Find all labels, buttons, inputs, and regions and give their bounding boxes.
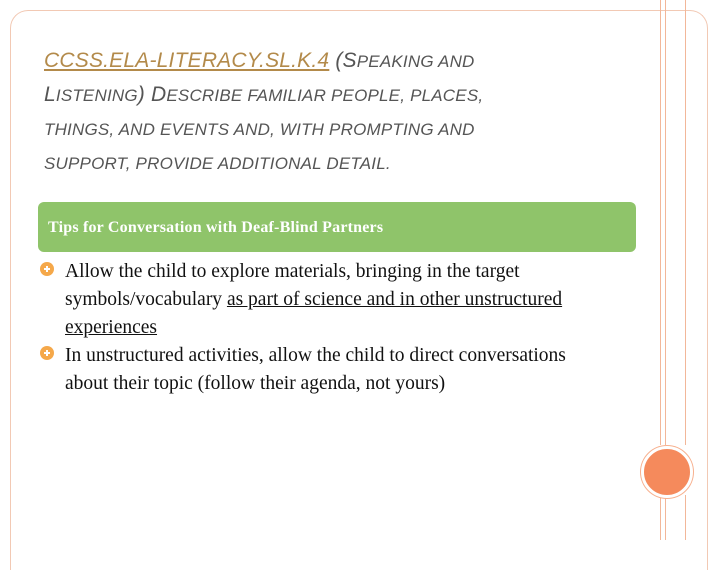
banner-heading: Tips for Conversation with Deaf-Blind Partners (48, 219, 384, 236)
decor-line (660, 0, 661, 445)
bullet-text: Allow the child to explore materials, bringing in the target symbols/vocabulary (65, 261, 520, 310)
decor-line (685, 495, 686, 540)
decor-line (665, 495, 666, 540)
bullet-text: In unstructured activities, allow the child to direct conversations about their topic (follow their agenda, not yours) (65, 345, 566, 394)
title-text: SUPPORT, PROVIDE ADDITIONAL DETAIL. (44, 154, 391, 173)
decor-line (665, 0, 666, 445)
title-text: ESCRIBE FAMILIAR PEOPLE, PLACES, (166, 86, 484, 105)
decor-line (660, 495, 661, 540)
bullet-text-underlined: as part of science and in other unstructured experiences (65, 289, 563, 338)
decor-line (685, 0, 686, 445)
title-text: PEAKING AND (356, 52, 475, 71)
bullet-list (40, 258, 600, 398)
list-item (40, 258, 600, 342)
tips-banner (38, 202, 636, 252)
title-text: ISTENING (55, 86, 138, 105)
title-text: ) D (137, 83, 167, 106)
list-item (40, 342, 600, 398)
title-text: THINGS, AND EVENTS AND, WITH PROMPTING AND (44, 120, 475, 139)
title-text: (S (335, 49, 357, 72)
accent-circle (641, 446, 693, 498)
bullet-plus-icon (40, 346, 54, 360)
slide-title (44, 44, 644, 180)
bullet-plus-icon (40, 262, 54, 276)
title-text: L (44, 83, 56, 106)
standard-link[interactable]: CCSS.ELA-LITERACY.SL.K.4 (44, 49, 330, 72)
